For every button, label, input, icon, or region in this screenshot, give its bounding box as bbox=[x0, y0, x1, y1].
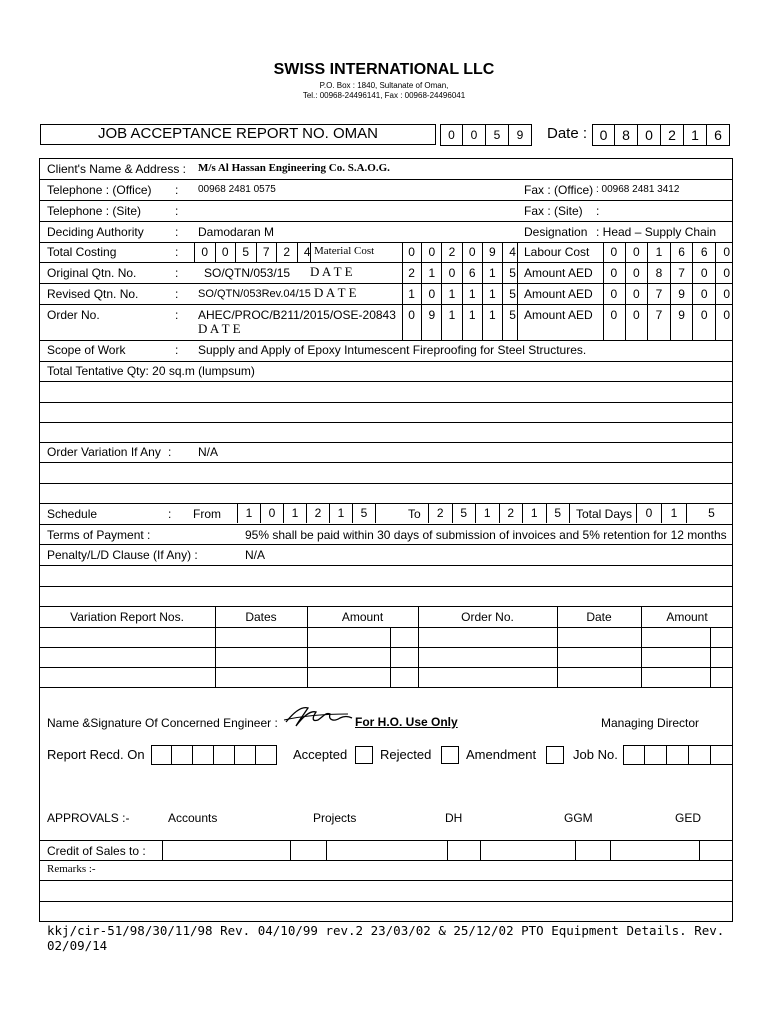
material-digit: 0 bbox=[463, 242, 483, 262]
orig-date-digit: 5 bbox=[509, 266, 516, 280]
scope-label: Scope of Work bbox=[47, 343, 126, 357]
tel-office-value: 00968 2481 0575 bbox=[198, 184, 276, 195]
rev-date-digit: 1 bbox=[463, 284, 483, 304]
date-label: Date : bbox=[547, 125, 588, 142]
labour-cost-label: Labour Cost bbox=[524, 245, 590, 259]
from-digit: 1 bbox=[330, 503, 353, 523]
ho-use-only-label: For H.O. Use Only bbox=[355, 715, 458, 729]
job-no-box[interactable] bbox=[689, 745, 711, 765]
order-date-digit: 0 bbox=[402, 305, 422, 340]
rev-amount-digit: 0 bbox=[626, 284, 649, 304]
approval-ggm: GGM bbox=[564, 811, 593, 825]
labour-digit: 0 bbox=[723, 245, 731, 259]
orig-amount bbox=[603, 263, 738, 283]
engineer-signature-label: Name &Signature Of Concerned Engineer : bbox=[47, 716, 278, 730]
order-amount-digit: 9 bbox=[671, 305, 694, 340]
labour-digit: 6 bbox=[693, 242, 716, 262]
from-digit: 2 bbox=[307, 503, 330, 523]
rejected-checkbox[interactable] bbox=[441, 746, 459, 764]
variation-colon: : bbox=[168, 445, 172, 459]
recd-box[interactable] bbox=[235, 745, 256, 765]
from-digit: 1 bbox=[284, 503, 307, 523]
orig-date-digit: 1 bbox=[422, 263, 442, 283]
rev-qtn-label: Revised Qtn. No. bbox=[47, 287, 139, 301]
deciding-value: Damodaran M bbox=[198, 225, 275, 239]
payment-label: Terms of Payment : bbox=[47, 528, 151, 542]
approval-accounts: Accounts bbox=[168, 811, 218, 825]
order-label: Order No. bbox=[47, 308, 100, 322]
managing-director-label: Managing Director bbox=[601, 716, 700, 730]
to-label: To bbox=[408, 507, 421, 521]
labour-digit: 1 bbox=[648, 242, 671, 262]
orig-amount-digit: 7 bbox=[671, 263, 694, 283]
rev-amount-digit: 0 bbox=[603, 284, 626, 304]
scope-colon: : bbox=[175, 343, 179, 357]
fax-office-label: Fax : (Office) bbox=[524, 183, 594, 197]
job-no-boxes[interactable] bbox=[623, 745, 733, 765]
orig-amount-digit: 0 bbox=[603, 263, 626, 283]
remarks-label: Remarks :- bbox=[47, 863, 96, 875]
penalty-value: N/A bbox=[245, 548, 266, 562]
var-table-header-order: Order No. bbox=[461, 610, 514, 624]
order-amount-digit: 0 bbox=[693, 305, 716, 340]
job-no-box[interactable] bbox=[645, 745, 667, 765]
report-date bbox=[592, 124, 730, 146]
credit-sales-label: Credit of Sales to : bbox=[47, 844, 146, 858]
accepted-label: Accepted bbox=[293, 747, 348, 762]
rev-amount-digit: 7 bbox=[648, 284, 671, 304]
total-digit: 5 bbox=[236, 242, 257, 262]
deciding-colon: : bbox=[175, 225, 179, 239]
job-no-box[interactable] bbox=[623, 745, 645, 765]
recd-box[interactable] bbox=[172, 745, 193, 765]
rev-amount bbox=[603, 284, 738, 304]
material-digit: 0 bbox=[402, 242, 422, 262]
orig-qtn-date-word: D A T E bbox=[310, 264, 353, 279]
var-table-header-date: Date bbox=[586, 610, 612, 624]
date-digit: 1 bbox=[684, 124, 707, 146]
rev-date-digit: 0 bbox=[422, 284, 442, 304]
orig-date-digit: 0 bbox=[442, 263, 462, 283]
tel-site-colon: : bbox=[175, 204, 179, 218]
rev-date-digit: 5 bbox=[509, 287, 516, 301]
designation-value: : Head – Supply Chain bbox=[596, 225, 717, 239]
recd-box[interactable] bbox=[214, 745, 235, 765]
var-table-header-reports: Variation Report Nos. bbox=[70, 610, 184, 624]
tel-office-label: Telephone : (Office) bbox=[47, 183, 152, 197]
company-address: P.O. Box : 1840, Sultanate of Oman, bbox=[319, 81, 449, 90]
job-no-box[interactable] bbox=[711, 745, 733, 765]
accepted-checkbox[interactable] bbox=[355, 746, 373, 764]
rejected-label: Rejected bbox=[380, 747, 432, 762]
fax-site-label: Fax : (Site) bbox=[524, 204, 583, 218]
order-amount-digit: 0 bbox=[603, 305, 626, 340]
orig-qtn-colon: : bbox=[175, 266, 179, 280]
date-digit: 6 bbox=[707, 124, 730, 146]
schedule-label: Schedule bbox=[47, 507, 98, 521]
recd-box[interactable] bbox=[193, 745, 214, 765]
penalty-label: Penalty/L/D Clause (If Any) : bbox=[47, 548, 198, 562]
payment-value: 95% shall be paid within 30 days of submission of invoices and 5% retention for 12 months bbox=[245, 528, 727, 542]
orig-date-digit: 6 bbox=[463, 263, 483, 283]
days-digit: 5 bbox=[708, 506, 715, 520]
orig-amount-digit: 0 bbox=[723, 266, 731, 280]
rev-qtn-date-word: D A T E bbox=[314, 285, 357, 300]
report-number-digit: 0 bbox=[440, 124, 463, 146]
rev-date-digit: 1 bbox=[483, 284, 503, 304]
var-table-header-amount: Amount bbox=[341, 610, 384, 624]
job-no-label: Job No. bbox=[573, 747, 618, 762]
job-no-box[interactable] bbox=[667, 745, 689, 765]
rev-date-digit: 1 bbox=[442, 284, 462, 304]
report-recd-boxes[interactable] bbox=[151, 745, 277, 765]
orig-date-digit: 2 bbox=[402, 263, 422, 283]
total-digit: 2 bbox=[277, 242, 298, 262]
rev-qtn-value: SO/QTN/053Rev.04/15 bbox=[198, 288, 311, 300]
material-cost-label: Material Cost bbox=[314, 245, 375, 257]
total-costing-label: Total Costing bbox=[47, 245, 117, 259]
orig-qtn-label: Original Qtn. No. bbox=[47, 266, 137, 280]
fax-site-colon: : bbox=[596, 204, 600, 218]
orig-amount-label: Amount AED bbox=[524, 266, 593, 280]
report-title: JOB ACCEPTANCE REPORT NO. OMAN bbox=[97, 125, 379, 142]
labour-digit: 0 bbox=[603, 242, 626, 262]
labour-digit: 6 bbox=[671, 242, 694, 262]
report-number bbox=[440, 124, 532, 146]
to-digit: 1 bbox=[476, 503, 500, 523]
rev-qtn-date bbox=[402, 284, 522, 304]
rev-amount-label: Amount AED bbox=[524, 287, 593, 301]
total-digit: 4 bbox=[303, 245, 311, 259]
orig-qtn-date bbox=[402, 263, 522, 283]
footer-revision-text: kkj/cir-51/98/30/11/98 Rev. 04/10/99 rev.2 23/03/02 & 25/12/02 PTO Equipment Details. Rev. 02/09/14 bbox=[47, 923, 725, 953]
variation-label: Order Variation If Any bbox=[47, 445, 161, 459]
material-digit: 0 bbox=[422, 242, 442, 262]
from-digit: 5 bbox=[353, 503, 376, 523]
fax-office-value: : 00968 2481 3412 bbox=[596, 184, 680, 195]
labour-cost-digits bbox=[603, 242, 738, 262]
approval-dh: DH bbox=[445, 811, 463, 825]
from-date bbox=[237, 503, 376, 523]
material-digit: 9 bbox=[483, 242, 503, 262]
tel-office-colon: : bbox=[175, 183, 179, 197]
schedule-colon: : bbox=[168, 507, 172, 521]
material-digit: 2 bbox=[442, 242, 462, 262]
approval-projects: Projects bbox=[313, 811, 357, 825]
recd-box[interactable] bbox=[151, 745, 172, 765]
to-digit: 5 bbox=[453, 503, 477, 523]
date-digit: 8 bbox=[615, 124, 638, 146]
amendment-label: Amendment bbox=[466, 747, 537, 762]
total-digit: 0 bbox=[216, 242, 237, 262]
order-date-word: D A T E bbox=[198, 321, 241, 336]
var-table-header-dates: Dates bbox=[245, 610, 277, 624]
order-amount bbox=[603, 305, 738, 340]
orig-date-digit: 1 bbox=[483, 263, 503, 283]
rev-qtn-colon: : bbox=[175, 287, 179, 301]
tentative-qty: Total Tentative Qty: 20 sq.m (lumpsum) bbox=[47, 364, 255, 378]
report-number-digit: 5 bbox=[486, 124, 509, 146]
from-digit: 0 bbox=[261, 503, 284, 523]
tel-site-label: Telephone : (Site) bbox=[47, 204, 142, 218]
designation-label: Designation bbox=[524, 225, 588, 239]
total-costing-digits bbox=[194, 242, 317, 262]
rev-amount-digit: 9 bbox=[671, 284, 694, 304]
report-recd-label: Report Recd. On bbox=[47, 747, 145, 762]
total-days bbox=[636, 503, 736, 523]
to-digit: 2 bbox=[500, 503, 524, 523]
amendment-checkbox[interactable] bbox=[546, 746, 564, 764]
client-value: M/s Al Hassan Engineering Co. S.A.O.G. bbox=[198, 162, 390, 174]
to-date bbox=[428, 503, 570, 523]
order-amount-digit: 0 bbox=[626, 305, 649, 340]
rev-date-digit: 1 bbox=[402, 284, 422, 304]
labour-digit: 0 bbox=[626, 242, 649, 262]
order-value: AHEC/PROC/B211/2015/OSE-20843 bbox=[198, 308, 396, 322]
orig-amount-digit: 0 bbox=[693, 263, 716, 283]
order-date-digit: 1 bbox=[442, 305, 462, 340]
date-digit: 2 bbox=[661, 124, 684, 146]
report-number-digit: 0 bbox=[463, 124, 486, 146]
to-digit: 2 bbox=[428, 503, 453, 523]
signature-image bbox=[282, 700, 354, 732]
orig-amount-digit: 8 bbox=[648, 263, 671, 283]
approvals-label: APPROVALS :- bbox=[47, 811, 130, 825]
rev-amount-digit: 0 bbox=[723, 287, 731, 301]
to-digit: 1 bbox=[523, 503, 547, 523]
total-days-label: Total Days bbox=[576, 507, 633, 521]
scope-value: Supply and Apply of Epoxy Intumescent Fireproofing for Steel Structures. bbox=[198, 343, 587, 357]
order-date-digit: 5 bbox=[509, 308, 516, 322]
orig-qtn-value: SO/QTN/053/15 bbox=[204, 266, 291, 280]
days-digit: 0 bbox=[636, 503, 662, 523]
material-cost-digits bbox=[402, 242, 522, 262]
days-digit: 1 bbox=[662, 503, 687, 523]
company-name: SWISS INTERNATIONAL LLC bbox=[273, 61, 495, 78]
company-contact: Tel.: 00968-24496141, Fax : 00968-24496041 bbox=[302, 91, 466, 100]
order-date bbox=[402, 305, 522, 340]
deciding-label: Deciding Authority bbox=[47, 225, 144, 239]
total-digit: 0 bbox=[194, 242, 216, 262]
date-digit: 0 bbox=[592, 124, 615, 146]
client-label: Client's Name & Address : bbox=[47, 162, 187, 176]
order-colon: : bbox=[175, 308, 179, 322]
material-digit: 4 bbox=[509, 245, 516, 259]
total-costing-colon: : bbox=[175, 245, 179, 259]
orig-amount-digit: 0 bbox=[626, 263, 649, 283]
from-digit: 1 bbox=[237, 503, 261, 523]
order-date-digit: 1 bbox=[483, 305, 503, 340]
to-digit: 5 bbox=[547, 503, 571, 523]
order-amount-digit: 7 bbox=[648, 305, 671, 340]
report-number-digit: 9 bbox=[509, 124, 532, 146]
variation-value: N/A bbox=[198, 445, 219, 459]
var-table-header-amount-2: Amount bbox=[666, 610, 708, 624]
from-label: From bbox=[193, 507, 221, 521]
rev-amount-digit: 0 bbox=[693, 284, 716, 304]
total-digit: 7 bbox=[257, 242, 278, 262]
order-amount-label: Amount AED bbox=[524, 308, 593, 322]
order-date-digit: 9 bbox=[422, 305, 442, 340]
recd-box[interactable] bbox=[256, 745, 277, 765]
approval-ged: GED bbox=[675, 811, 702, 825]
order-date-digit: 1 bbox=[463, 305, 483, 340]
order-amount-digit: 0 bbox=[723, 308, 731, 322]
date-digit: 0 bbox=[638, 124, 661, 146]
